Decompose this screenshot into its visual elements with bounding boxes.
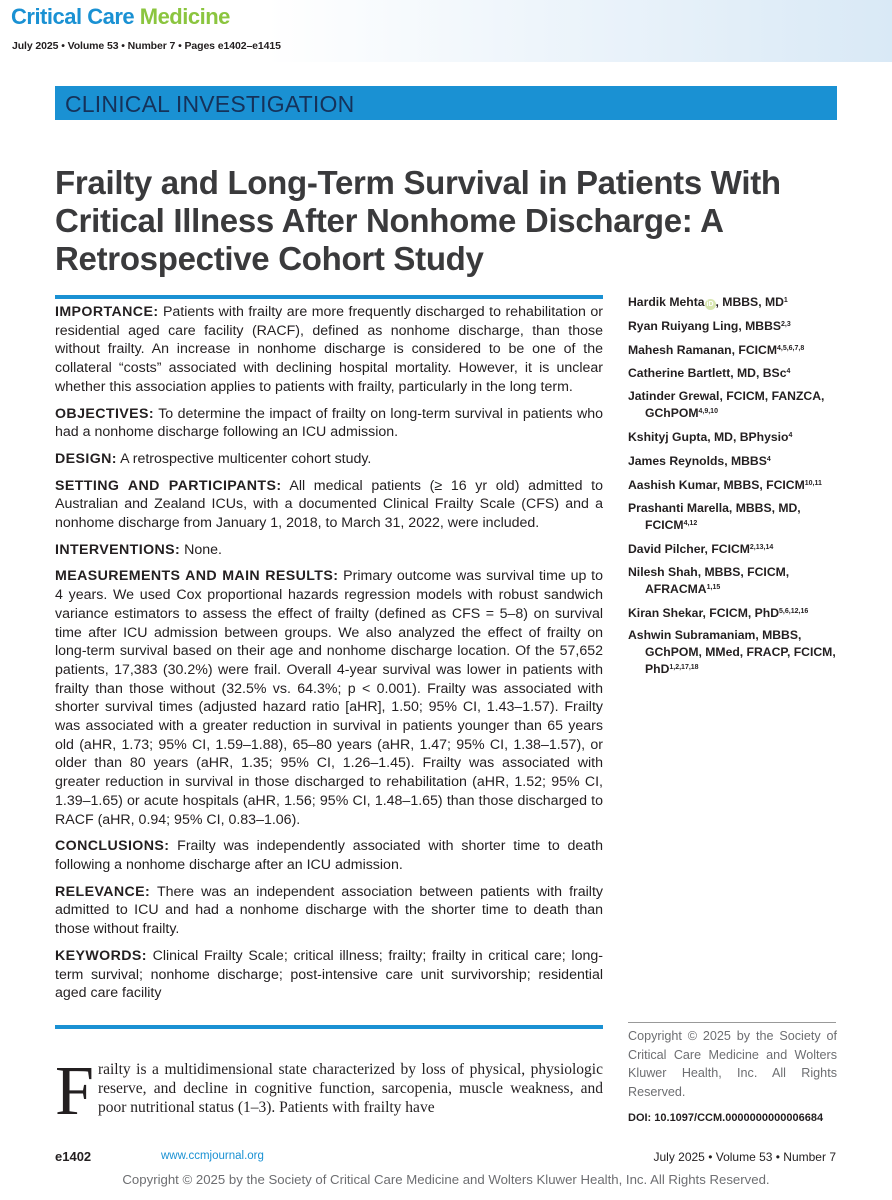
author-name: Kshityj Gupta, MD, BPhysio: [628, 430, 789, 445]
author-entry[interactable]: [628, 364, 843, 381]
author-name: Prashanti Marella, MBBS, MD, FCICM: [628, 500, 801, 532]
author-name: Ashwin Subramaniam, MBBS, GChPOM, MMed, FRACP, FCICM, PhD: [628, 628, 836, 677]
author-entry[interactable]: [628, 564, 843, 598]
author-entry[interactable]: [628, 452, 843, 469]
abstract-section: [55, 947, 603, 1003]
author-affiliation: 4: [786, 368, 791, 376]
abstract: [55, 303, 603, 1011]
abstract-section: [55, 883, 603, 939]
author-list: [628, 293, 843, 684]
footer-copyright: Copyright © 2025 by the Society of Critical Care Medicine and Wolters Kluwer Health, Inc. All Rights Reserved.: [122, 1172, 770, 1187]
author-affiliation: 10,11: [804, 479, 822, 487]
author-affiliation: 1,15: [706, 583, 721, 591]
author-name: Ryan Ruiyang Ling, MBBS: [628, 318, 782, 333]
author-affiliation: 4: [766, 456, 771, 464]
author-entry[interactable]: [628, 388, 843, 422]
author-entry[interactable]: [628, 500, 843, 534]
orcid-icon[interactable]: iD: [706, 301, 714, 308]
abstract-section-label: INTERVENTIONS:: [55, 541, 181, 558]
section-banner: [55, 86, 837, 120]
issue-info: July 2025 • Volume 53 • Number 7 • Pages e1402–e1415: [12, 40, 281, 52]
abstract-section-text: To determine the impact of frailty on long-term survival in patients who had a nonhome discharge following an ICU admission.: [55, 405, 603, 441]
author-name: James Reynolds, MBBS: [628, 454, 767, 469]
author-name: David Pilcher, FCICM: [628, 541, 750, 556]
abstract-section-text: There was an independent association between patients with frailty admitted to ICU and had a nonhome discharge with the shorter time to death than those without frailty.: [55, 883, 603, 938]
abstract-bottom-rule: [55, 1025, 603, 1029]
drop-cap: F: [55, 1053, 94, 1130]
journal-logo[interactable]: [11, 4, 230, 30]
journal-name-part2: Medicine: [139, 4, 230, 29]
abstract-section: [55, 303, 603, 397]
abstract-section-text: A retrospective multicenter cohort study.: [120, 450, 372, 467]
author-entry[interactable]: [628, 540, 843, 557]
author-name: Jatinder Grewal, FCICM, FANZCA, GChPOM: [628, 389, 825, 421]
author-affiliation: 1: [783, 297, 788, 304]
page-number: e1402: [55, 1149, 92, 1164]
author-entry[interactable]: [628, 476, 843, 493]
author-affiliation: 4: [788, 432, 793, 440]
author-entry[interactable]: [628, 604, 843, 621]
author-entry[interactable]: [628, 428, 843, 445]
abstract-section-label: KEYWORDS:: [55, 947, 147, 964]
doi[interactable]: DOI: 10.1097/CCM.0000000000006684: [628, 1112, 824, 1124]
abstract-section-label: CONCLUSIONS:: [55, 838, 170, 855]
copyright-box: Copyright © 2025 by the Society of Critical Care Medicine and Wolters Kluwer Health, Inc. All Rights Reserved.: [628, 1029, 837, 1100]
article-title: Frailty and Long-Term Survival in Patients With Critical Illness After Nonhome Discharge: A Retrospective Cohort Study: [55, 164, 781, 277]
author-affiliation: 2,3: [781, 320, 791, 328]
abstract-section-label: DESIGN:: [55, 450, 117, 467]
author-affiliation: 1,2,17,18: [669, 664, 699, 672]
abstract-section-label: IMPORTANCE:: [55, 304, 159, 320]
author-affiliation: 4,12: [683, 519, 698, 527]
author-credentials: , MBBS, MD: [715, 295, 784, 309]
author-name: Kiran Shekar, FCICM, PhD: [628, 605, 780, 620]
author-name: Nilesh Shah, MBBS, FCICM, AFRACMA: [628, 564, 790, 596]
abstract-section-text: Frailty was independently associated with shorter time to death following a nonhome discharge after an ICU admission.: [55, 838, 603, 873]
section-label: CLINICAL INVESTIGATION: [65, 91, 355, 117]
abstract-section: [55, 837, 603, 874]
author-affiliation: 4,9,10: [698, 408, 718, 416]
author-affiliation: 4,5,6,7,8: [776, 344, 805, 352]
abstract-section: [55, 450, 603, 469]
author-name: Hardik Mehta: [628, 295, 705, 309]
abstract-section: [55, 541, 603, 560]
body-text: [55, 1053, 603, 1130]
journal-url-link[interactable]: www.ccmjournal.org: [161, 1150, 264, 1162]
abstract-section-text: Patients with frailty are more frequently discharged to rehabilitation or residential aged care facility (RACF), defined as nonhome discharge, than those without frailty. An increase in nonhome discharge is considered to be one of the collateral “costs” associated with declining hospital mortality. However, it is unclear whether this association applies to patients with frailty, particularly in the long term.: [55, 304, 603, 395]
author-name: Mahesh Ramanan, FCICM: [628, 342, 777, 357]
abstract-section-label: OBJECTIVES:: [55, 405, 155, 422]
author-name: Catherine Bartlett, MD, BSc: [628, 366, 787, 381]
author-entry[interactable]: [628, 293, 843, 310]
author-entry[interactable]: [628, 317, 843, 334]
author-affiliation: 2,13,14: [749, 543, 774, 551]
abstract-section-text: Primary outcome was survival time up to 4 years. We used Cox proportional hazards regression models with robust sandwich variance estimators to assess the effect of frailty (defined as CFS = 5–8) on survival time after ICU admission between groups. We also analyzed the effect of frailty on long-term survival based on their age and nonhome discharge location. Of the 57,652 patients, 17,383 (30.2%) were frail. Overall 4-year survival was lower in patients with frailty than those without (32.5% vs. 64.3%; p < 0.001). Frailty was associated with shorter survival times (adjusted hazard ratio [aHR], 1.50; 95% CI, 1.43–1.57). Frailty was associated with a greater reduction in survival in patients younger than 65 years old (aHR, 1.73; 95% CI, 1.59–1.88), 65–80 years (aHR, 1.47; 95% CI, 1.38–1.57), or older than 80 years (aHR, 1.35; 95% CI, 1.26–1.45). Frailty was associated with greater reduction in survival in those discharged to rehabilitation (aHR, 1.52; 95% CI, 1.39–1.65) or acute hospitals (aHR, 1.56; 95% CI, 1.48–1.65) than those discharged to RACF (aHR, 0.94; 95% CI, 0.83–1.06).: [55, 568, 603, 828]
footer-issue-info: July 2025 • Volume 53 • Number 7: [653, 1150, 836, 1164]
abstract-section-text: Clinical Frailty Scale; critical illness; frailty; frailty in critical care; long-term survival; nonhome discharge; post-intensive care unit survivorship; residential aged care facility: [55, 947, 603, 1002]
abstract-section: [55, 477, 603, 533]
journal-name-part1: Critical Care: [11, 4, 135, 29]
author-entry[interactable]: [628, 341, 843, 358]
author-affiliation: 5,6,12,16: [779, 607, 809, 615]
abstract-section-text: All medical patients (≥ 16 yr old) admitted to Australian and Zealand ICUs, with a documented Clinical Frailty Scale (CFS) and a nonhome discharge from January 1, 2018, to March 31, 2022, were included.: [55, 477, 603, 532]
abstract-section-text: None.: [184, 541, 222, 558]
abstract-section: [55, 405, 603, 442]
abstract-section-label: SETTING AND PARTICIPANTS:: [55, 477, 282, 494]
abstract-section-label: MEASUREMENTS AND MAIN RESULTS:: [55, 568, 339, 585]
abstract-section: [55, 567, 603, 829]
author-entry[interactable]: [628, 627, 843, 677]
copyright-divider: [628, 1022, 836, 1023]
author-name: Aashish Kumar, MBBS, FCICM: [628, 477, 805, 492]
abstract-section-label: RELEVANCE:: [55, 883, 151, 900]
body-paragraph: railty is a multidimensional state characterized by loss of physical, physiologic reserve, and decline in cognitive function, sarcopenia, muscle weakness, and poor nutritional status (1–3). Patients with frailty have: [97, 1061, 603, 1116]
abstract-top-rule: [55, 295, 603, 299]
